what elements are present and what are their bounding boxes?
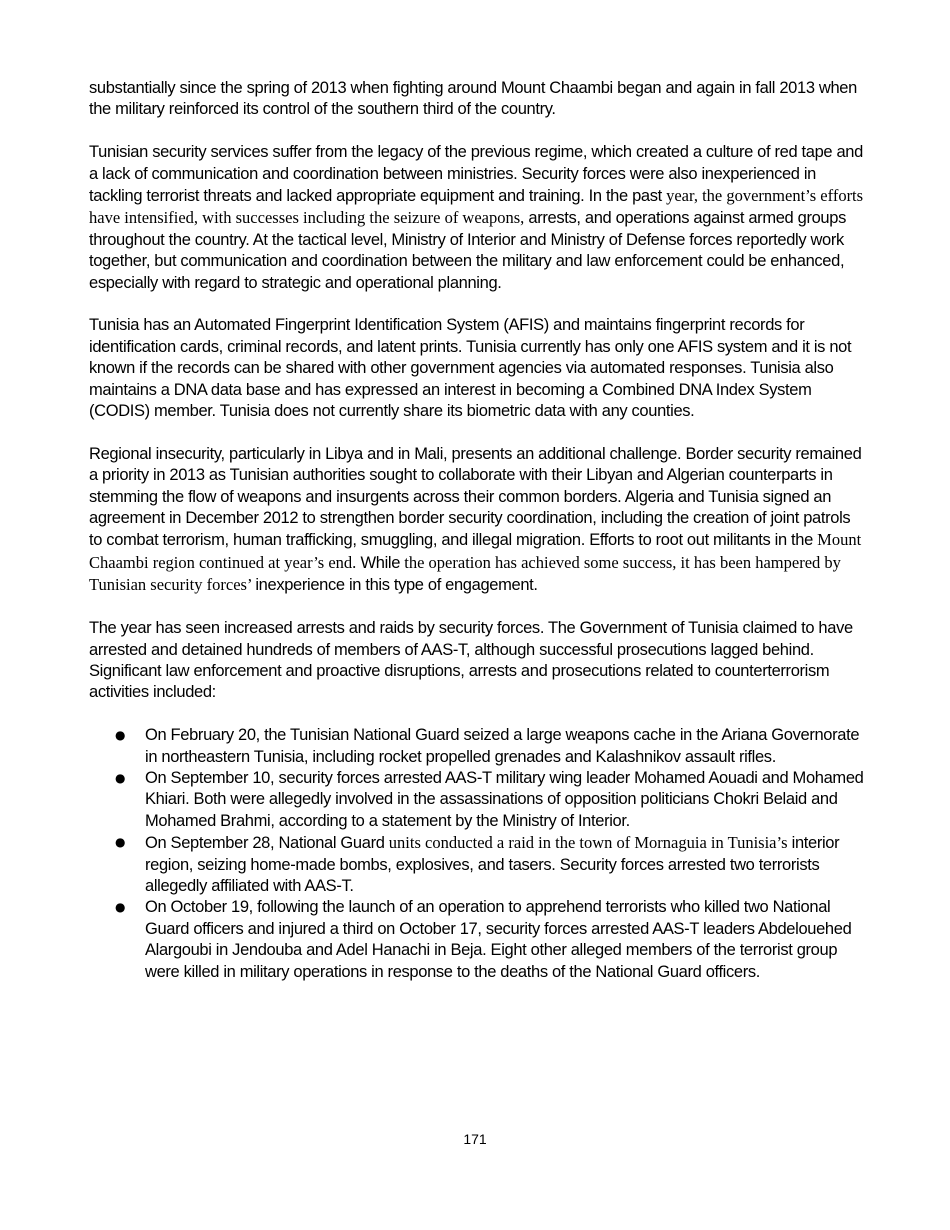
text-run: On October 19, following the launch of an operation to apprehend terrorists who killed two National Guard officers and injured a third on October 17, security forces arrested AAS-T leaders Abdelouehed Alargoubi in Jendouba and Adel Hanachi in Beja. Eight other alleged members of the terrorist group were killed in military operations in response to the deaths of the National Guard officers. <box>145 898 852 981</box>
bullet-icon: ● <box>115 835 126 850</box>
paragraph <box>89 618 864 704</box>
page-number: 171 <box>463 1131 487 1147</box>
bullet-icon: ● <box>115 728 126 743</box>
paragraph <box>89 142 864 294</box>
bullet-icon: ● <box>115 900 126 915</box>
text-run: On September 28, National Guard <box>145 834 389 853</box>
document-body <box>89 78 864 983</box>
text-run: While <box>356 553 405 572</box>
list-item <box>89 725 864 768</box>
bullet-icon: ● <box>115 770 126 785</box>
text-run: On February 20, the Tunisian National Guard seized a large weapons cache in the Ariana Governorate in northeastern Tunisia, including rocket propelled grenades and Kalashnikov assault rifles. <box>145 726 860 766</box>
paragraph <box>89 78 864 121</box>
text-run: Mount Chaambi region continued at year’s end. <box>89 530 862 572</box>
text-run: arrests, and operations against armed groups throughout the country. At the tactical level, Ministry of Interior and Ministry of Defense forces reportedly work together, but communication and coordination between the military and law enforcement could be enhanced, especially with regard to strategic and operational planning. <box>89 209 846 292</box>
text-run: On September 10, security forces arrested AAS-T military wing leader Mohamed Aouadi and Mohamed Khiari. Both were allegedly involved in the assassinations of opposition politicians Chokri Belaid and Mohamed Brahmi, according to a statement by the Ministry of Interior. <box>145 768 864 830</box>
text-run: Tunisia has an Automated Fingerprint Identification System (AFIS) and maintains fingerprint records for identification cards, criminal records, and latent prints. Tunisia currently has only one AFIS system and it is not known if the records can be shared with other government agencies via automated responses. Tunisia also maintains a DNA data base and has expressed an interest in becoming a Combined DNA Index System (CODIS) member. Tunisia does not currently share its biometric data with any counties. <box>89 316 852 421</box>
text-run: Regional insecurity, particularly in Libya and in Mali, presents an additional challenge. Border security remained a priority in 2013 as Tunisian authorities sought to collaborate with their Libyan and Algerian counterparts in stemming the flow of weapons and insurgents across their common borders. Algeria and Tunisia signed an agreement in December 2012 to strengthen border security coordination, including the creation of joint patrols to combat terrorism, human trafficking, smuggling, and illegal migration. Efforts to root out militants in the <box>89 444 862 550</box>
paragraph <box>89 315 864 422</box>
list-item <box>89 768 864 832</box>
text-run: inexperience in this type of engagement. <box>255 576 538 595</box>
text-run: the operation has achieved some success, it has been hampered by Tunisian security forces’ <box>89 552 841 595</box>
bullet-list <box>89 725 864 983</box>
text-run: substantially since the spring of 2013 when fighting around Mount Chaambi began and again in fall 2013 when the military reinforced its control of the southern third of the country. <box>89 79 857 119</box>
text-run: units conducted a raid in the town of Mornaguia in Tunisia’s <box>388 833 792 853</box>
text-run: Tunisian security services suffer from the legacy of the previous regime, which created a culture of red tape and a lack of communication and coordination between ministries. Security forces were also inexperienced in tackling terrorist threats and lacked appropriate equipment and training. In the past <box>89 143 863 206</box>
text-run: The year has seen increased arrests and raids by security forces. The Government of Tunisia claimed to have arrested and detained hundreds of members of AAS-T, although successful prosecutions lagged behind. Significant law enforcement and proactive disruptions, arrests and prosecutions related to counterterrorism activities included: <box>89 619 853 702</box>
list-item <box>89 832 864 897</box>
list-item <box>89 897 864 983</box>
text-run: interior region, seizing home-made bombs, explosives, and tasers. Security forces arrested two terrorists allegedly affiliated with AAS-T. <box>145 834 840 895</box>
text-run: year, the government’s efforts have intensified, with successes including the seizure of weapons, <box>89 186 864 228</box>
paragraph <box>89 444 864 597</box>
